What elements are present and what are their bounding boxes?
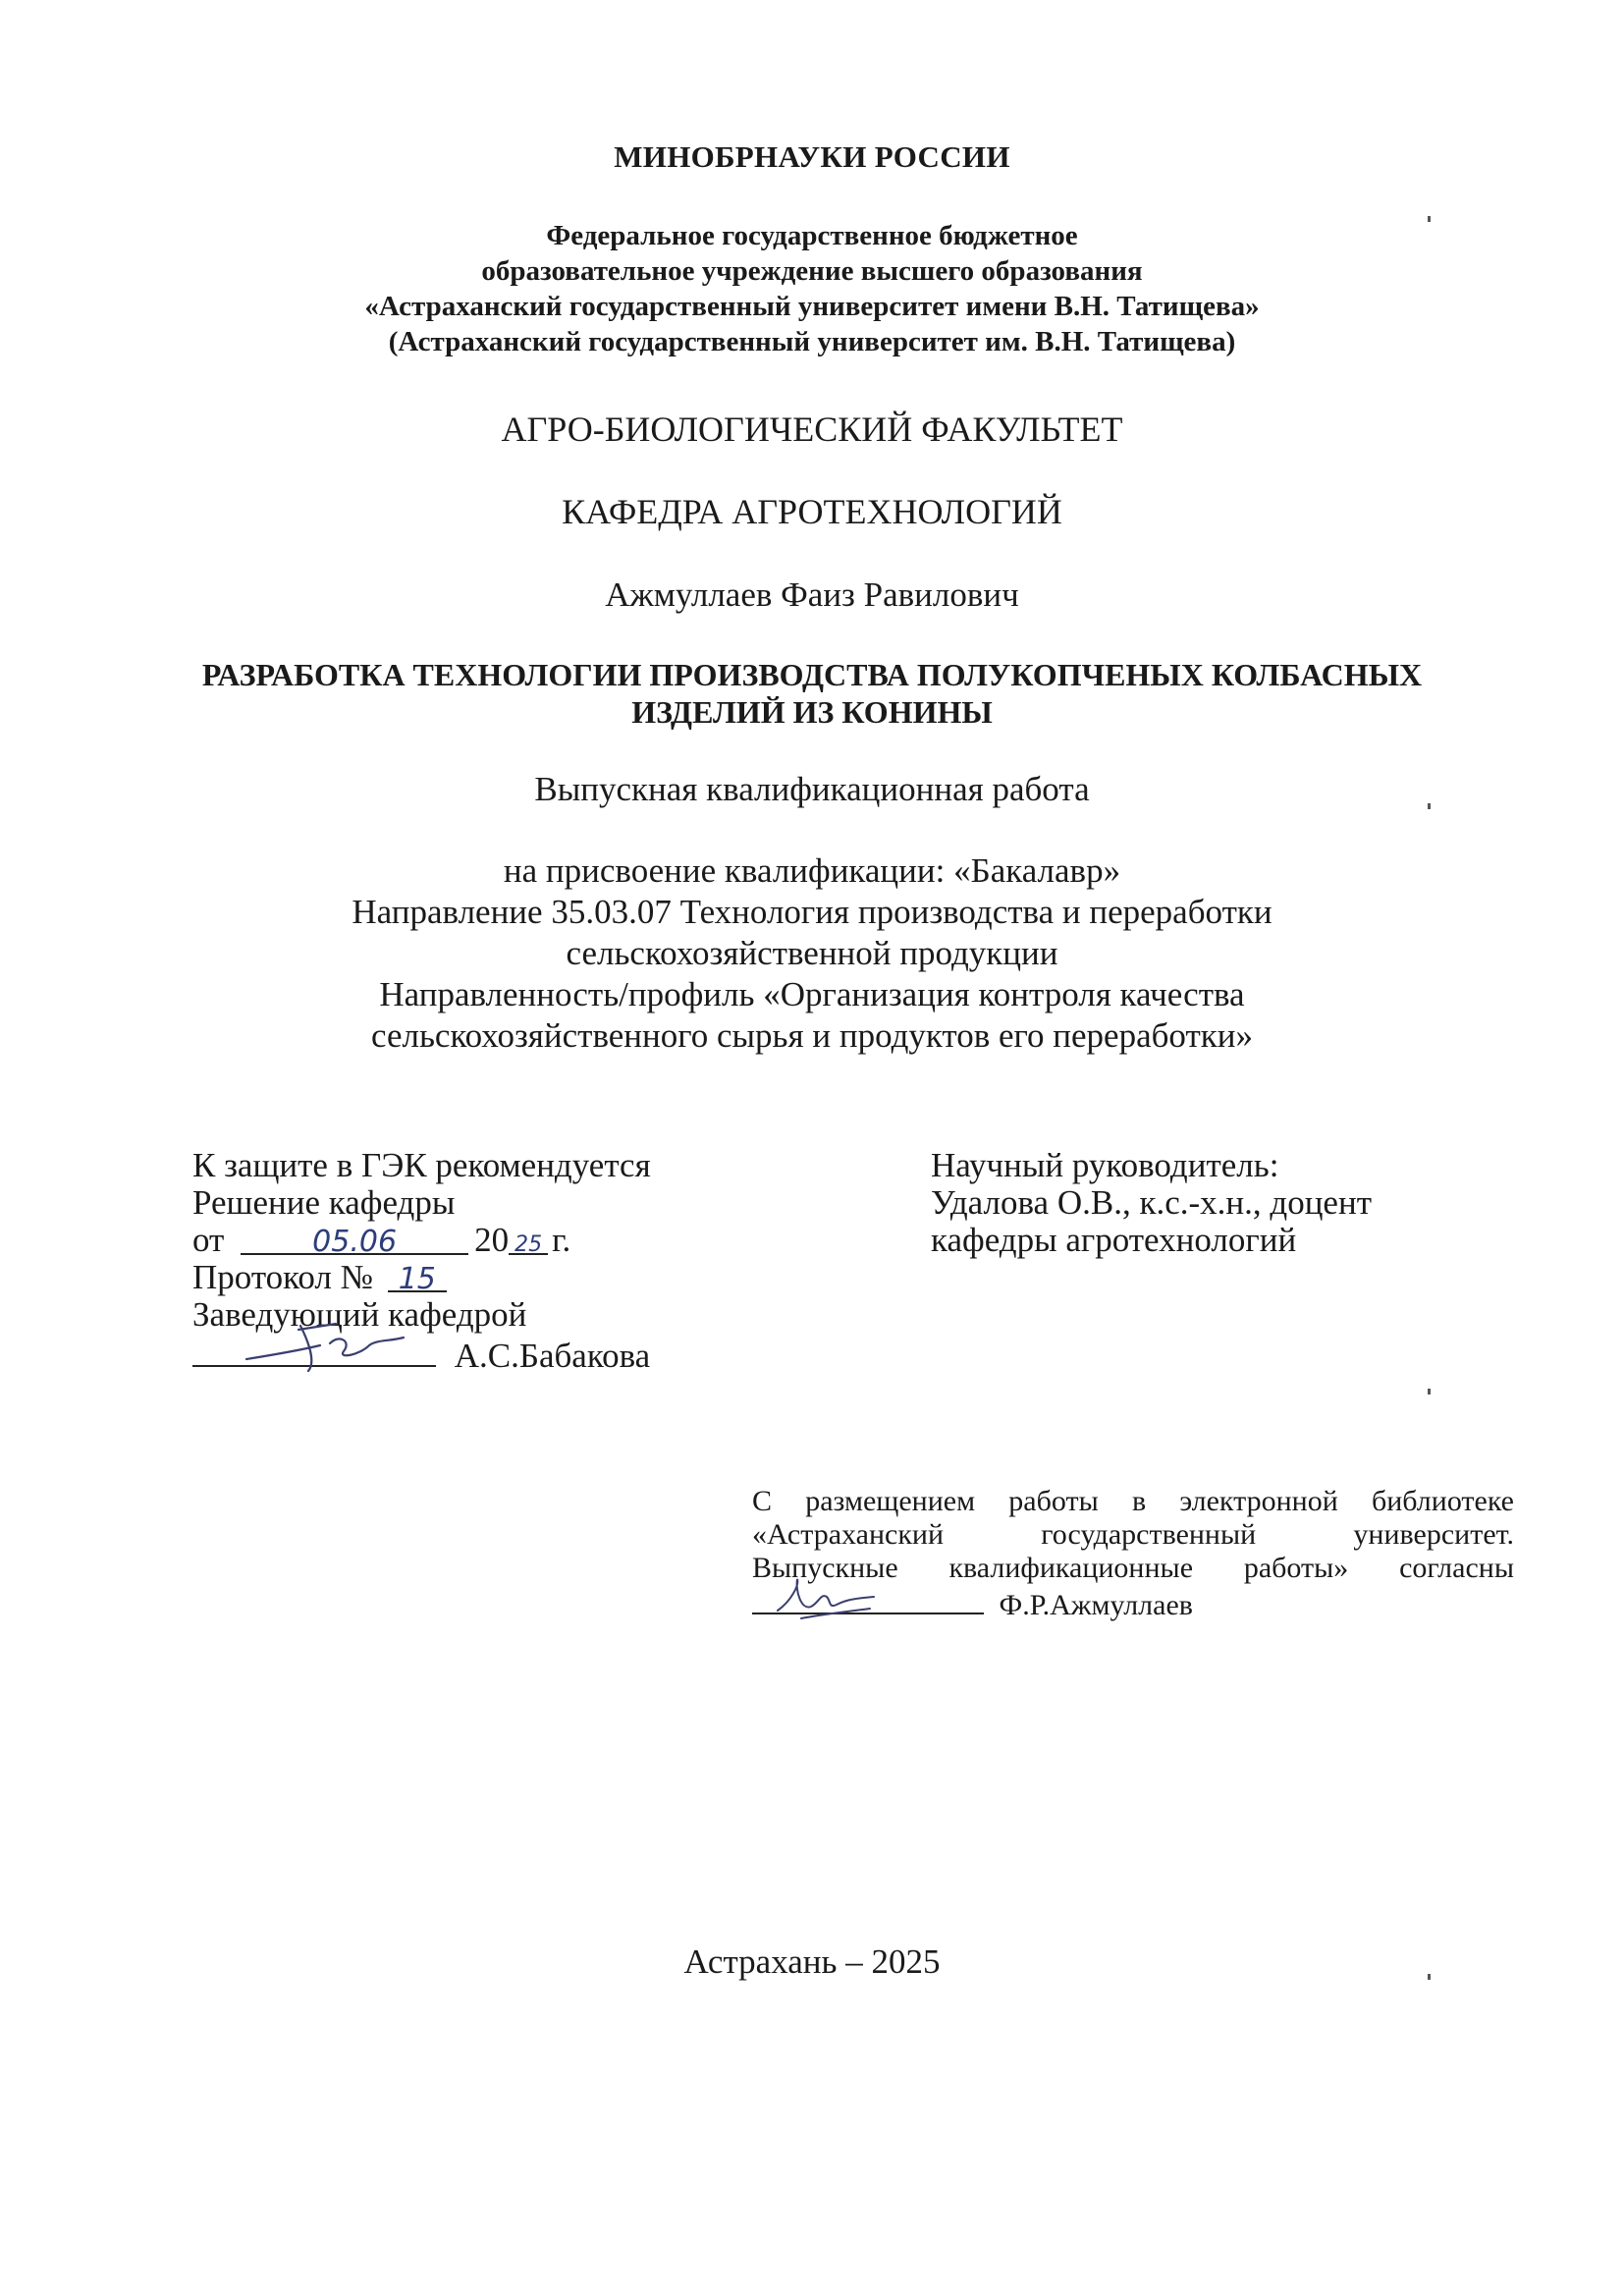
qualification-block	[0, 850, 1624, 1057]
head-name: А.С.Бабакова	[454, 1337, 651, 1375]
consent-signer: Ф.Р.Ажмуллаев	[999, 1589, 1193, 1621]
consent-line: С размещением работы в электронной библиотеке	[752, 1485, 1514, 1517]
institution-line: (Астраханский государственный университет им. В.Н. Татищева)	[388, 326, 1236, 357]
scan-artifact	[1428, 216, 1431, 222]
author-name: Ажмуллаев Фаиз Равилович	[605, 575, 1019, 614]
work-type: Выпускная квалификационная работа	[534, 770, 1090, 808]
institution-line: «Астраханский государственный университет имени В.Н. Татищева»	[364, 291, 1260, 322]
handwritten-protocol: 15	[398, 1262, 436, 1296]
supervisor-block	[931, 1147, 1481, 1259]
protocol-line	[192, 1259, 742, 1296]
qualification-line: Направление 35.03.07 Технология производства и переработки	[352, 893, 1272, 931]
head-signature-blank	[192, 1334, 436, 1367]
supervisor-department: кафедры агротехнологий	[931, 1221, 1297, 1259]
date-prefix: от	[192, 1221, 225, 1259]
scan-artifact	[1428, 1974, 1431, 1980]
department-name: КАФЕДРА АГРОТЕХНОЛОГИЙ	[562, 492, 1062, 531]
consent-signature-blank	[752, 1585, 984, 1614]
institution-name	[0, 218, 1624, 359]
date-blank	[241, 1222, 468, 1259]
year-prefix: 20	[474, 1221, 510, 1259]
year-suffix: г.	[552, 1221, 571, 1259]
supervisor-label: Научный руководитель:	[931, 1146, 1279, 1184]
thesis-title-line: РАЗРАБОТКА ТЕХНОЛОГИИ ПРОИЗВОДСТВА ПОЛУКОПЧЕНЫХ КОЛБАСНЫХ	[201, 657, 1423, 692]
date-line	[192, 1222, 742, 1259]
qualification-line: сельскохозяйственной продукции	[566, 934, 1058, 972]
consent-line: «Астраханский государственный университет.	[752, 1518, 1514, 1551]
institution-line: Федеральное государственное бюджетное	[546, 220, 1078, 251]
head-signature	[242, 1316, 408, 1375]
scan-artifact	[1428, 803, 1431, 809]
supervisor-name: Удалова О.В., к.с.-х.н., доцент	[931, 1183, 1372, 1222]
protocol-blank	[388, 1259, 447, 1296]
consent-line: Выпускные квалификационные работы» согласны	[752, 1552, 1514, 1584]
qualification-line: сельскохозяйственного сырья и продуктов его переработки»	[370, 1016, 1254, 1055]
scan-artifact	[1428, 1389, 1431, 1394]
qualification-line: на присвоение квалификации: «Бакалавр»	[503, 851, 1121, 890]
decision-line: Решение кафедры	[192, 1183, 456, 1222]
handwritten-year: 25	[514, 1232, 543, 1257]
faculty-name: АГРО-БИОЛОГИЧЕСКИЙ ФАКУЛЬТЕТ	[501, 410, 1123, 449]
ministry-title: МИНОБРНАУКИ РОССИИ	[614, 139, 1010, 174]
protocol-label: Протокол №	[192, 1258, 374, 1296]
head-label-line: Заведующий кафедрой	[192, 1295, 527, 1334]
qualification-line: Направленность/профиль «Организация контроля качества	[379, 975, 1245, 1013]
head-signature-line	[192, 1334, 742, 1375]
approval-block	[192, 1146, 742, 1375]
thesis-title	[0, 656, 1624, 731]
city-year: Астрахань – 2025	[683, 1942, 941, 1981]
approval-line: К защите в ГЭК рекомендуется	[192, 1146, 651, 1184]
library-consent	[752, 1485, 1514, 1622]
handwritten-date: 05.06	[312, 1225, 398, 1259]
thesis-title-line: ИЗДЕЛИЙ ИЗ КОНИНЫ	[631, 694, 993, 730]
institution-line: образовательное учреждение высшего образования	[481, 255, 1143, 287]
year-blank	[509, 1222, 548, 1255]
student-signature	[772, 1571, 880, 1622]
consent-signature-line	[752, 1585, 1514, 1622]
